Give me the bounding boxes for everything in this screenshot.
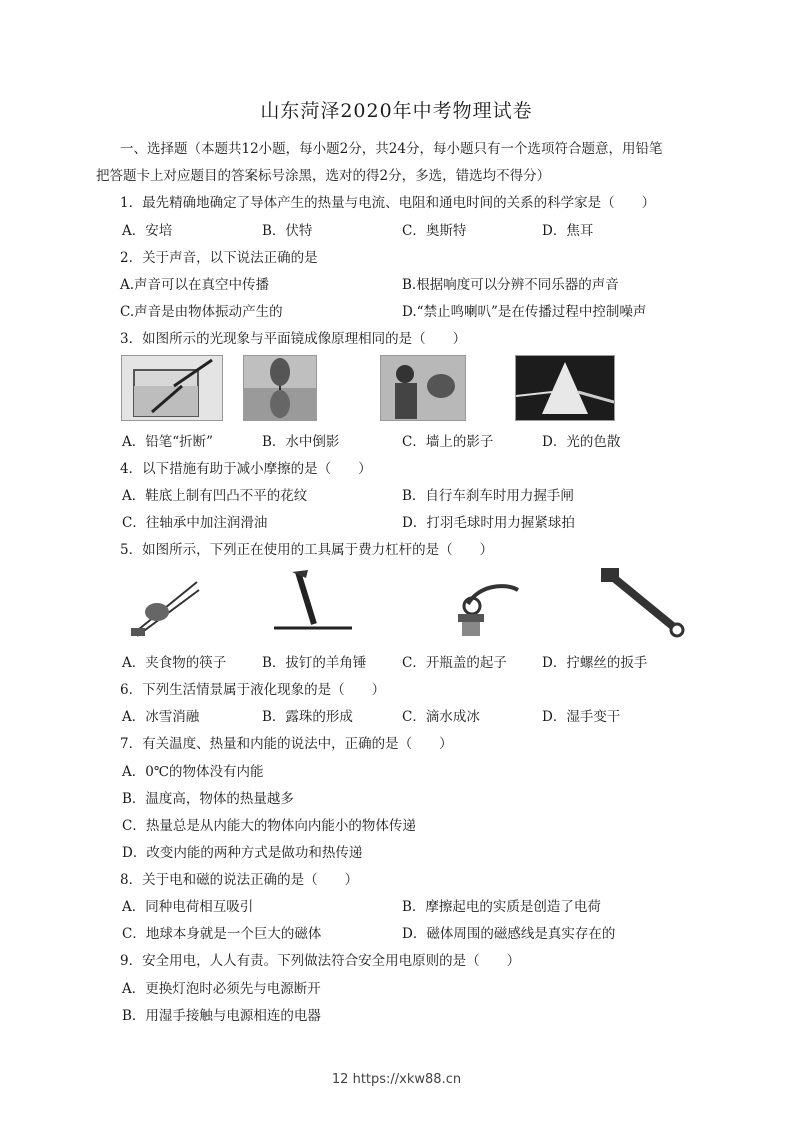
question-4-options-row2 [96, 511, 716, 531]
option-b: B．摩擦起电的实质是创造了电荷 [402, 899, 601, 915]
page-footer: 12 https://xkw88.cn [331, 1072, 462, 1087]
question-3-stem: 3．如图所示的光现象与平面镜成像原理相同的是（ ） [120, 331, 467, 347]
option-a: A．安培 [122, 223, 173, 239]
section-intro-line2: 把答题卡上对应题目的答案标号涂黑，选对的得2分，多选，错选均不得分） [96, 168, 551, 184]
option-a: A．铅笔“折断” [122, 434, 214, 450]
option-c: C．地球本身就是一个巨大的磁体 [122, 926, 322, 942]
claw-hammer-figure [268, 568, 354, 634]
option-c: C．往轴承中加注润滑油 [122, 515, 268, 531]
option-d: D．拧螺丝的扳手 [542, 655, 648, 671]
bottle-opener-figure [448, 576, 522, 638]
option-d: D．磁体周围的磁感线是真实存在的 [402, 926, 616, 942]
option-b: B．自行车刹车时用力握手闸 [402, 488, 574, 504]
question-6-stem: 6．下列生活情景属于液化现象的是（ ） [120, 682, 386, 698]
question-1-options [96, 219, 716, 239]
option-b: B．水中倒影 [262, 434, 340, 450]
question-6-options [96, 705, 716, 725]
question-7-option-a: A．0℃的物体没有内能 [122, 764, 264, 780]
question-7-option-d: D．改变内能的两种方式是做功和热传递 [122, 845, 363, 861]
wrench-figure [597, 566, 685, 638]
question-8-options-row2 [96, 922, 716, 942]
option-c: C．墙上的影子 [402, 434, 494, 450]
section-intro-line1: 一、选择题（本题共12小题，每小题2分，共24分，每小题只有一个选项符合题意，用铅笔 [120, 141, 663, 157]
option-a: A．夹食物的筷子 [122, 655, 227, 671]
question-5-stem: 5．如图所示，下列正在使用的工具属于费力杠杆的是（ ） [120, 542, 494, 558]
question-9-stem: 9．安全用电，人人有责。下列做法符合安全用电原则的是（ ） [120, 953, 521, 969]
question-1-stem: 1．最先精确地确定了导体产生的热量与电流、电阻和通电时间的关系的科学家是（ ） [120, 195, 656, 211]
option-d: D．焦耳 [542, 223, 594, 239]
question-2-options-row1 [96, 273, 716, 293]
option-a: A．鞋底上制有凹凸不平的花纹 [122, 488, 308, 504]
question-4-stem: 4．以下措施有助于减小摩擦的是（ ） [120, 461, 372, 477]
question-9-option-a: A．更换灯泡时必须先与电源断开 [122, 981, 321, 997]
question-2-stem: 2．关于声音，以下说法正确的是 [120, 250, 318, 266]
question-8-stem: 8．关于电和磁的说法正确的是（ ） [120, 872, 359, 888]
option-b: B．露珠的形成 [262, 709, 353, 725]
wall-shadow-figure [380, 355, 466, 421]
option-c: C．奥斯特 [402, 223, 467, 239]
question-4-options-row1 [96, 484, 716, 504]
option-d: D．湿手变干 [542, 709, 621, 725]
option-b: B.根据响度可以分辨不同乐器的声音 [402, 277, 619, 293]
pencil-in-glass-figure [121, 355, 223, 421]
question-7-option-c: C．热量总是从内能大的物体向内能小的物体传递 [122, 818, 416, 834]
option-a: A.声音可以在真空中传播 [120, 277, 270, 293]
question-5-options [96, 651, 716, 671]
option-b: B．拔钉的羊角锤 [262, 655, 367, 671]
page-title: 山东菏泽2020年中考物理试卷 [260, 100, 533, 122]
question-2-options-row2 [96, 300, 716, 320]
option-d: D．打羽毛球时用力握紧球拍 [402, 515, 575, 531]
prism-dispersion-figure [515, 355, 615, 421]
option-c: C.声音是由物体振动产生的 [120, 304, 283, 320]
option-d: D.“禁止鸣喇叭”是在传播过程中控制噪声 [402, 304, 647, 320]
chopsticks-figure [127, 576, 201, 640]
option-c: C．开瓶盖的起子 [402, 655, 507, 671]
tree-reflection-figure [243, 355, 317, 421]
option-d: D．光的色散 [542, 434, 621, 450]
option-b: B．伏特 [262, 223, 313, 239]
option-c: C．滴水成冰 [402, 709, 480, 725]
question-9-option-b: B．用湿手接触与电源相连的电器 [122, 1008, 321, 1024]
question-8-options-row1 [96, 895, 716, 915]
question-3-options [96, 430, 716, 450]
option-a: A．冰雪消融 [122, 709, 200, 725]
question-7-option-b: B．温度高，物体的热量越多 [122, 791, 294, 807]
option-a: A．同种电荷相互吸引 [122, 899, 254, 915]
question-7-stem: 7．有关温度、热量和内能的说法中，正确的是（ ） [120, 736, 453, 752]
